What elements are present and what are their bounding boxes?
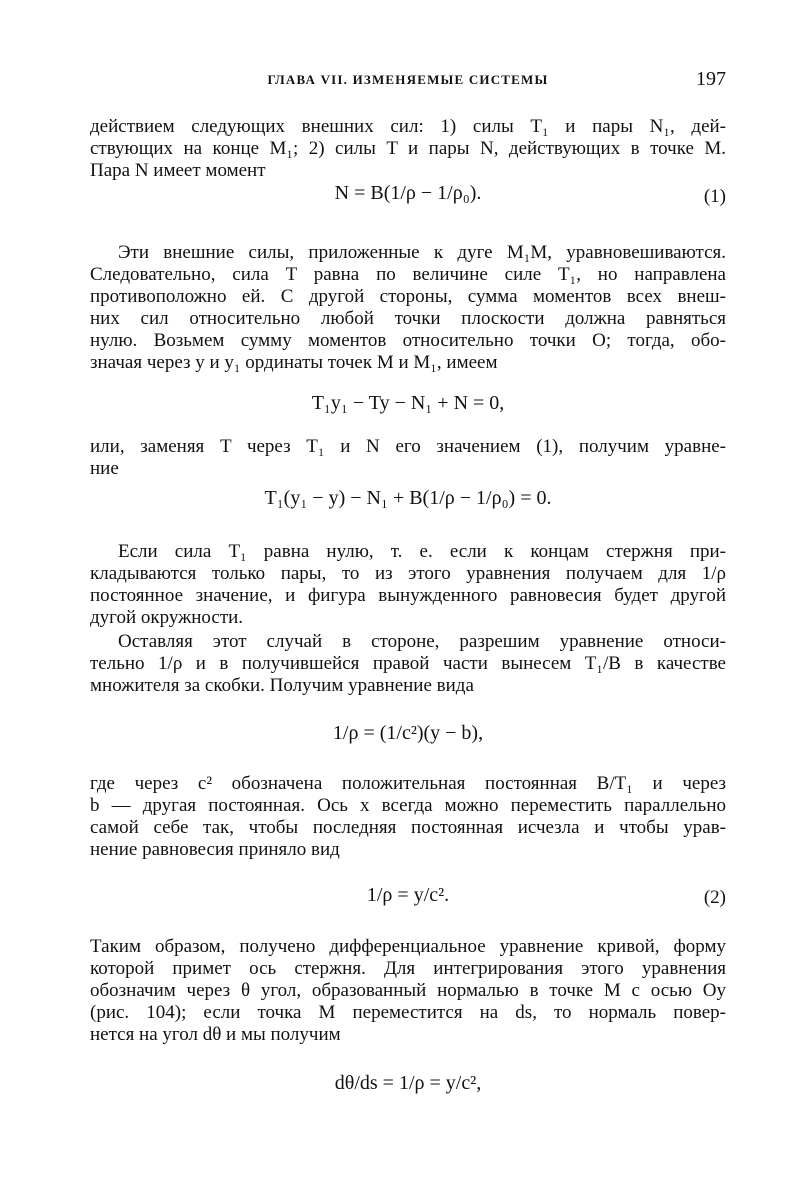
text-line: Оставляя этот случай в стороне, разрешим уравнение относи- [118, 631, 726, 652]
equation-angle: dθ/ds = 1/ρ = y/c², [334, 1072, 482, 1094]
text-line: действием следующих внешних сил: 1) силы T₁ и пары N₁, дей- [90, 116, 726, 137]
text-line: кладываются только пары, то из этого уравнения получаем для 1/ρ [90, 563, 726, 584]
text-line: Если сила T₁ равна нулю, т. е. если к концам стержня при- [118, 541, 726, 562]
page-number: 197 [696, 68, 726, 90]
equation-number-1: (1) [703, 186, 726, 207]
text-line: нулю. Возьмем сумму моментов относительно точки O; тогда, обо- [90, 330, 726, 351]
text-line: ние [90, 458, 119, 479]
equation-substituted: T₁(y₁ − y) − N₁ + B(1/ρ − 1/ρ₀) = 0. [264, 487, 552, 509]
text-line: дугой окружности. [90, 607, 244, 628]
text-line: них сил относительно любой точки плоскости должна равняться [90, 308, 726, 329]
text-line: значая через y и y₁ ординаты точек M и M₁, имеем [90, 352, 498, 373]
text-line: нется на угол dθ и мы получим [90, 1024, 341, 1045]
text-line: которой примет ось стержня. Для интегрирования этого уравнения [90, 958, 726, 979]
text-line: ствующих на конце M₁; 2) силы T и пары N, действующих в точке M. [90, 138, 726, 159]
text-line: тельно 1/ρ и в получившейся правой части вынесем T₁/B в качестве [90, 653, 726, 674]
equation-moments: T₁y₁ − Ty − N₁ + N = 0, [311, 392, 505, 414]
text-line: или, заменяя T через T₁ и N его значением (1), получим уравне- [90, 436, 726, 457]
text-line: обозначим через θ угол, образованный нормалью в точке M с осью Oy [90, 980, 726, 1001]
equation-2: 1/ρ = y/c². [366, 884, 450, 906]
equation-1: N = B(1/ρ − 1/ρ₀). [334, 182, 482, 204]
equation-number-2: (2) [703, 887, 726, 908]
equation-general: 1/ρ = (1/c²)(y − b), [332, 722, 484, 744]
text-line: Пара N имеет момент [90, 160, 266, 181]
text-line: множителя за скобки. Получим уравнение вида [90, 675, 474, 696]
text-line: Таким образом, получено дифференциальное уравнение кривой, форму [90, 936, 726, 957]
text-line: b — другая постоянная. Ось x всегда можно переместить параллельно [90, 795, 726, 816]
text-line: где через c² обозначена положительная постоянная B/T₁ и через [90, 773, 726, 794]
text-line: постоянное значение, и фигура вынужденного равновесия будет другой [90, 585, 726, 606]
text-line: (рис. 104); если точка M переместится на ds, то нормаль повер- [90, 1002, 726, 1023]
page-header [90, 68, 726, 94]
text-line: самой себе так, чтобы последняя постоянная исчезла и чтобы урав- [90, 817, 726, 838]
text-line: Следовательно, сила T равна по величине силе T₁, но направлена [90, 264, 726, 285]
running-title: ГЛАВА VII. ИЗМЕНЯЕМЫЕ СИСТЕМЫ [267, 72, 549, 87]
text-line: нение равновесия приняло вид [90, 839, 340, 860]
text-line: Эти внешние силы, приложенные к дуге M₁M, уравновешиваются. [118, 242, 726, 263]
text-line: противоположно ей. С другой стороны, сумма моментов всех внеш- [90, 286, 726, 307]
